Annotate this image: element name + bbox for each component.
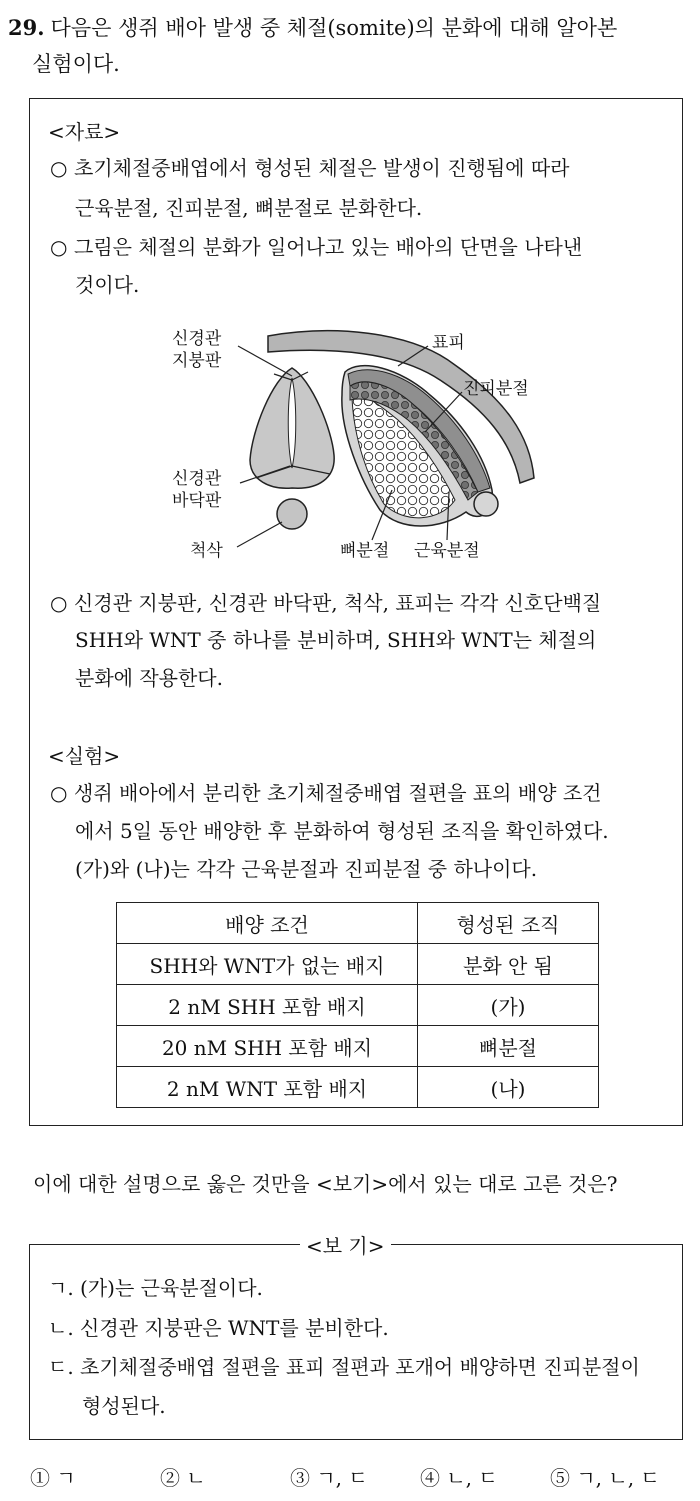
choice-1[interactable]: ① ㄱ [30,1466,76,1490]
table-cell: (나) [418,1067,599,1108]
label-myotome: 근육분절 [414,541,480,561]
choice-5[interactable]: ⑤ ㄱ, ㄴ, ㄷ [550,1466,660,1490]
question-text-line1: 다음은 생쥐 배아 발생 중 체절(somite)의 분화에 대해 알아본 [50,16,618,40]
table-row [117,1067,599,1108]
choice-4[interactable]: ④ ㄴ, ㄷ [420,1466,498,1490]
table-cell: 뼈분절 [418,1026,599,1067]
bogi-item-3: ㄷ. 초기체절중배엽 절편을 표피 절편과 포개어 배양하면 진피분절이 [48,1355,640,1379]
bogi-item-3-cont: 형성된다. [82,1394,166,1418]
bullet-2-cont: 것이다. [75,273,140,297]
choice-2[interactable]: ② ㄴ [160,1466,206,1490]
table-cell: 분화 안 됨 [418,944,599,985]
bogi-item-1: ㄱ. (가)는 근육분절이다. [48,1276,263,1300]
table-row [117,1026,599,1067]
label-sclerotome: 뼈분절 [340,541,390,561]
table-header: 배양 조건 [117,903,418,944]
table-cell: 2 nM SHH 포함 배지 [117,985,418,1026]
table-cell: 20 nM SHH 포함 배지 [117,1026,418,1067]
culture-table [116,902,599,1108]
label-dermatome: 진피분절 [463,379,529,399]
data-label: <자료> [48,120,121,144]
table-row [117,944,599,985]
neural-canal [288,378,296,468]
table-cell: (가) [418,985,599,1026]
label-roof-2: 지붕판 [172,351,222,371]
table-cell: SHH와 WNT가 없는 배지 [117,944,418,985]
bullet-3-cont-1: SHH와 WNT 중 하나를 분비하며, SHH와 WNT는 체절의 [75,628,597,652]
table-header-row [117,903,599,944]
bullet-3-cont-2: 분화에 작용한다. [75,666,223,690]
bogi-title: <보 기> [300,1230,391,1259]
embryo-section-figure [0,0,700,580]
question-prompt: 이에 대한 설명으로 옳은 것만을 <보기>에서 있는 대로 고른 것은? [33,1172,618,1196]
table-header: 형성된 조직 [418,903,599,944]
label-roof-1: 신경관 [172,329,222,349]
notochord-shape [277,499,307,529]
label-floor-1: 신경관 [172,469,222,489]
bullet-2: ○ 그림은 체절의 분화가 일어나고 있는 배아의 단면을 나타낸 [50,235,583,259]
label-epidermis: 표피 [432,333,465,353]
question-number: 29. [8,15,45,40]
experiment-cont-2: (가)와 (나)는 각각 근육분절과 진피분절 중 하나이다. [75,857,538,881]
bullet-1-cont: 근육분절, 진피분절, 뼈분절로 분화한다. [75,196,423,220]
experiment-label: <실험> [48,744,121,768]
label-floor-2: 바닥판 [172,491,222,511]
bullet-1: ○ 초기체절중배엽에서 형성된 체절은 발생이 진행됨에 따라 [50,156,570,180]
bullet-3: ○ 신경관 지붕판, 신경관 바닥판, 척삭, 표피는 각각 신호단백질 [50,591,602,615]
table-row [117,985,599,1026]
experiment-cont-1: 에서 5일 동안 배양한 후 분화하여 형성된 조직을 확인하였다. [75,819,609,843]
label-notochord: 척삭 [190,541,223,561]
experiment-bullet: ○ 생쥐 배아에서 분리한 초기체절중배엽 절편을 표의 배양 조건 [50,781,602,805]
choice-3[interactable]: ③ ㄱ, ㄷ [290,1466,368,1490]
table-cell: 2 nM WNT 포함 배지 [117,1067,418,1108]
question-text-line2: 실험이다. [32,52,120,76]
bogi-item-2: ㄴ. 신경관 지붕판은 WNT를 분비한다. [48,1316,389,1340]
